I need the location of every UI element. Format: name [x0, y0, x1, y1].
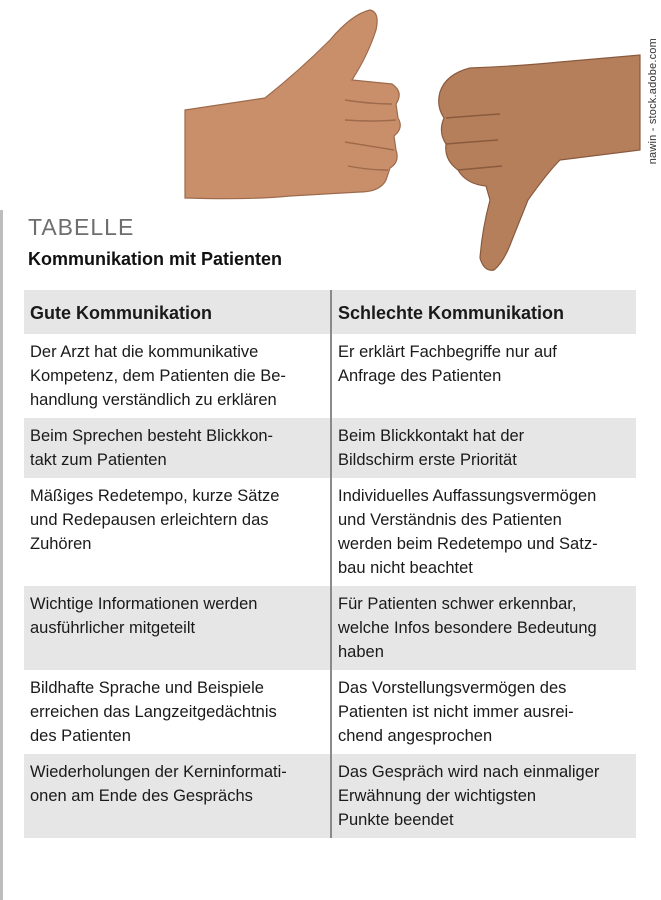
cell-bad: Das Gespräch wird nach einmaliger Erwähnung der wichtigsten Punkte beendet	[330, 754, 636, 838]
section-kicker: TABELLE	[28, 214, 135, 240]
header-bad: Schlechte Kommunikation	[330, 290, 636, 334]
cell-good: Der Arzt hat die kommunikative Kompetenz, dem Patienten die Be- handlung verständlich zu erklären	[30, 343, 286, 409]
table-header-row	[24, 290, 636, 334]
table-row	[24, 754, 636, 838]
cell-good: Wichtige Informationen werden ausführlicher mitgeteilt	[30, 595, 258, 637]
cell-good: Bildhafte Sprache und Beispiele erreichen das Langzeitgedächtnis des Patienten	[30, 679, 277, 745]
table-title: Kommunikation mit Patienten	[28, 249, 283, 269]
cell-good: Beim Sprechen besteht Blickkon- takt zum Patienten	[30, 427, 274, 469]
comparison-table	[24, 290, 636, 838]
cell-bad: Er erklärt Fachbegriffe nur auf Anfrage des Patienten	[330, 334, 636, 418]
table-row	[24, 418, 636, 478]
thumbs-down-icon	[439, 55, 640, 270]
cell-bad: Beim Blickkontakt hat der Bildschirm erste Priorität	[330, 418, 636, 478]
left-rule	[0, 210, 3, 900]
table-row	[24, 478, 636, 586]
cell-good: Mäßiges Redetempo, kurze Sätze und Redepausen erleichtern das Zuhören	[30, 487, 280, 553]
table-row	[24, 586, 636, 670]
photo-credit: nawin - stock.adobe.com	[647, 38, 659, 165]
table-row	[24, 334, 636, 418]
cell-bad: Das Vorstellungsvermögen des Patienten ist nicht immer ausrei- chend angesprochen	[330, 670, 636, 754]
cell-bad: Für Patienten schwer erkennbar, welche Infos besondere Bedeutung haben	[330, 586, 636, 670]
header-good: Gute Kommunikation	[30, 303, 213, 323]
cell-bad: Individuelles Auffassungsvermögen und Verständnis des Patienten werden beim Redetempo und Satz- bau nicht beachtet	[330, 478, 636, 586]
cell-good: Wiederholungen der Kerninformati- onen am Ende des Gesprächs	[30, 763, 287, 805]
table-row	[24, 670, 636, 754]
thumbs-up-icon	[185, 10, 400, 199]
